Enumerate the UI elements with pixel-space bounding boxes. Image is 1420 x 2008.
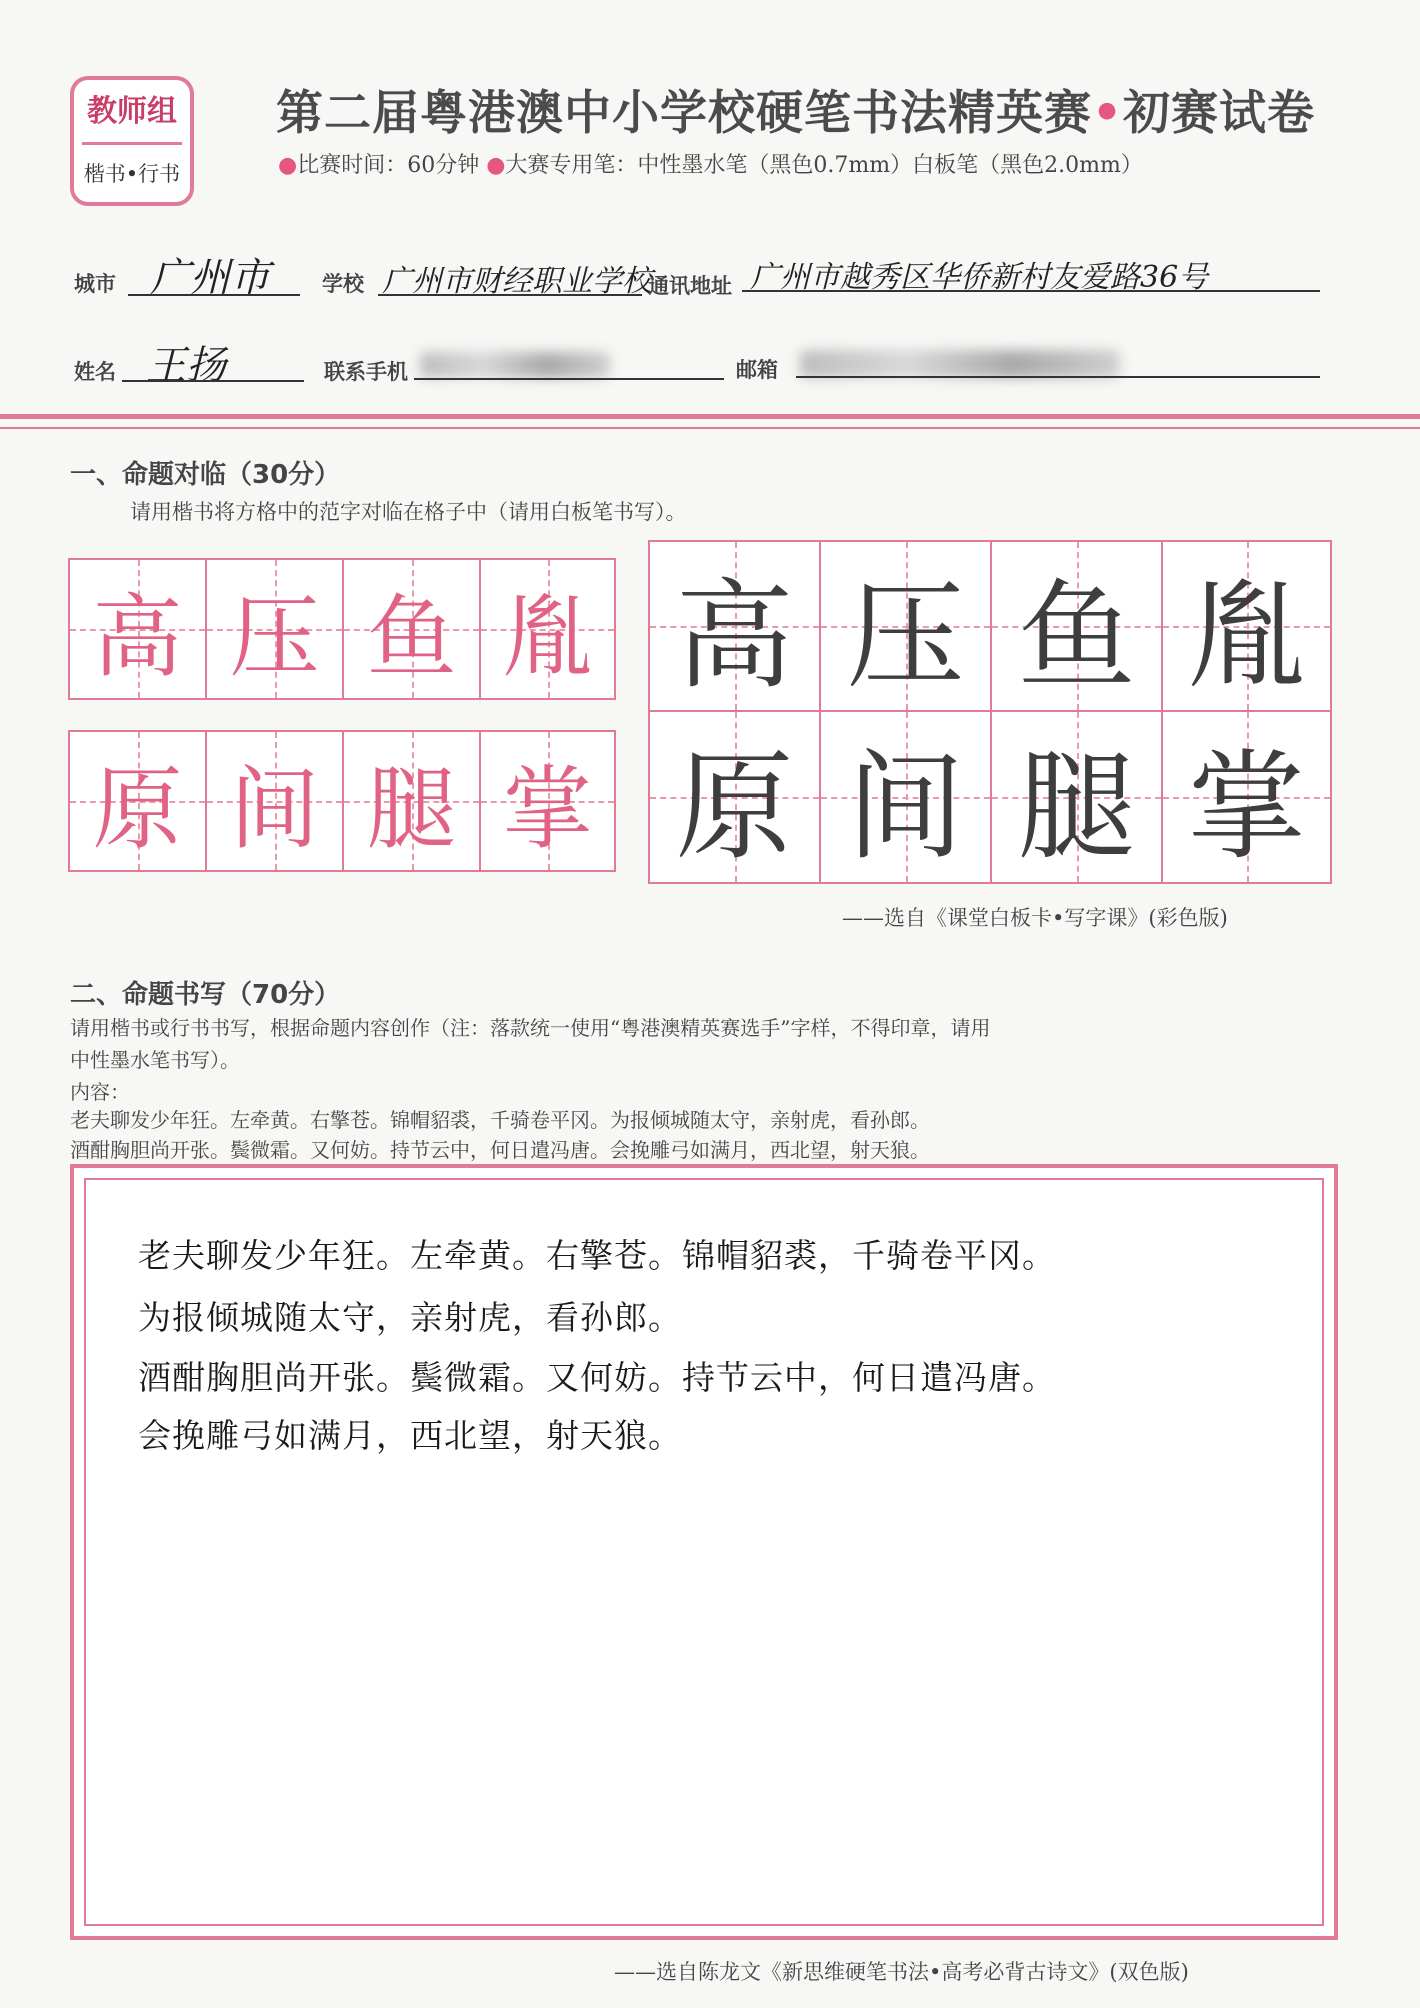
city-value: 广州市 [150,255,270,301]
address-label: 通讯地址 [648,274,732,298]
writing-area-inner-border [84,1178,1324,1926]
divider-thin [0,427,1420,429]
copy-cell[interactable]: 腿 [992,712,1163,882]
section2-instruction-1: 请用楷书或行书书写，根据命题内容创作（注：落款统一使用“粤港澳精英赛选手”字样，不得印章，请用 [70,1016,991,1040]
email-underline [796,376,1320,378]
copy-cell[interactable]: 原 [650,712,821,882]
copy-grid-row1[interactable] [648,540,1332,712]
copy-cell[interactable]: 掌 [1163,712,1330,882]
section2-source: ——选自陈龙文《新思维硬笔书法•高考必背古诗文》(双色版) [614,1960,1189,1984]
contest-time: 比赛时间：60分钟 [297,153,480,178]
title-dot: • [1092,86,1124,141]
sample-grid-row2 [68,730,616,872]
address-underline [742,290,1320,292]
contest-pen: 大赛专用笔：中性墨水笔（黑色0.7mm）白板笔（黑色2.0mm） [505,153,1143,178]
handwriting-line: 酒酣胸胆尚开张。鬓微霜。又何妨。持节云中，何日遣冯唐。 [138,1358,1056,1397]
sample-cell: 原 [70,732,207,870]
copy-grid-row2[interactable] [648,712,1332,884]
name-value: 王扬 [146,343,226,389]
school-underline [378,294,642,296]
handwriting-line: 老夫聊发少年狂。左牵黄。右擎苍。锦帽貂裘，千骑卷平冈。 [138,1236,1056,1275]
badge-divider [82,142,182,145]
copy-cell[interactable]: 压 [821,542,992,710]
school-label: 学校 [322,272,364,296]
copy-cell[interactable]: 鱼 [992,542,1163,710]
title-suffix: 初赛试卷 [1123,86,1316,141]
name-underline [122,380,304,382]
city-underline [128,294,300,296]
bullet-icon: ● [278,153,298,178]
phone-label: 联系手机 [324,360,408,384]
sample-cell: 胤 [481,560,614,698]
group-badge [70,76,194,206]
contest-info [278,148,1143,179]
city-label: 城市 [74,272,116,296]
content-line-2: 酒酣胸胆尚开张。鬓微霜。又何妨。持节云中，何日遣冯唐。会挽雕弓如满月，西北望，射天狼。 [70,1138,930,1162]
phone-redacted [420,352,610,378]
handwriting-line: 会挽雕弓如满月，西北望，射天狼。 [138,1416,682,1455]
content-label: 内容： [70,1080,130,1104]
sample-cell: 腿 [344,732,481,870]
section2-instruction-2: 中性墨水笔书写）。 [70,1048,240,1072]
phone-underline [414,378,724,380]
copy-cell[interactable]: 间 [821,712,992,882]
section1-source: ——选自《课堂白板卡•写字课》(彩色版) [842,906,1228,930]
divider-thick [0,414,1420,419]
email-redacted [800,350,1120,378]
sample-cell: 间 [207,732,344,870]
sample-cell: 高 [70,560,207,698]
sample-cell: 掌 [481,732,614,870]
sample-grid-row1 [68,558,616,700]
handwriting-line: 为报倾城随太守，亲射虎，看孙郎。 [138,1298,682,1337]
sample-cell: 压 [207,560,344,698]
copy-cell[interactable]: 高 [650,542,821,710]
writing-area[interactable] [70,1164,1338,1940]
bullet-icon: ● [486,153,506,178]
address-value: 广州市越秀区华侨新村友爱路36号 [750,260,1209,295]
school-value: 广州市财经职业学校 [382,264,652,299]
sample-cell: 鱼 [344,560,481,698]
page-title [276,76,1315,143]
email-label: 邮箱 [736,358,778,382]
badge-style-label: 楷书•行书 [83,162,181,186]
section1-instruction: 请用楷书将方格中的范字对临在格子中（请用白板笔书写）。 [130,500,687,524]
badge-group-label: 教师组 [87,94,177,129]
content-line-1: 老夫聊发少年狂。左牵黄。右擎苍。锦帽貂裘，千骑卷平冈。为报倾城随太守，亲射虎，看孙郎。 [70,1108,930,1132]
section1-heading: 一、命题对临（30分） [70,460,341,490]
title-main: 第二届粤港澳中小学校硬笔书法精英赛 [276,86,1092,141]
section2-heading: 二、命题书写（70分） [70,980,341,1010]
copy-cell[interactable]: 胤 [1163,542,1330,710]
name-label: 姓名 [74,360,116,384]
